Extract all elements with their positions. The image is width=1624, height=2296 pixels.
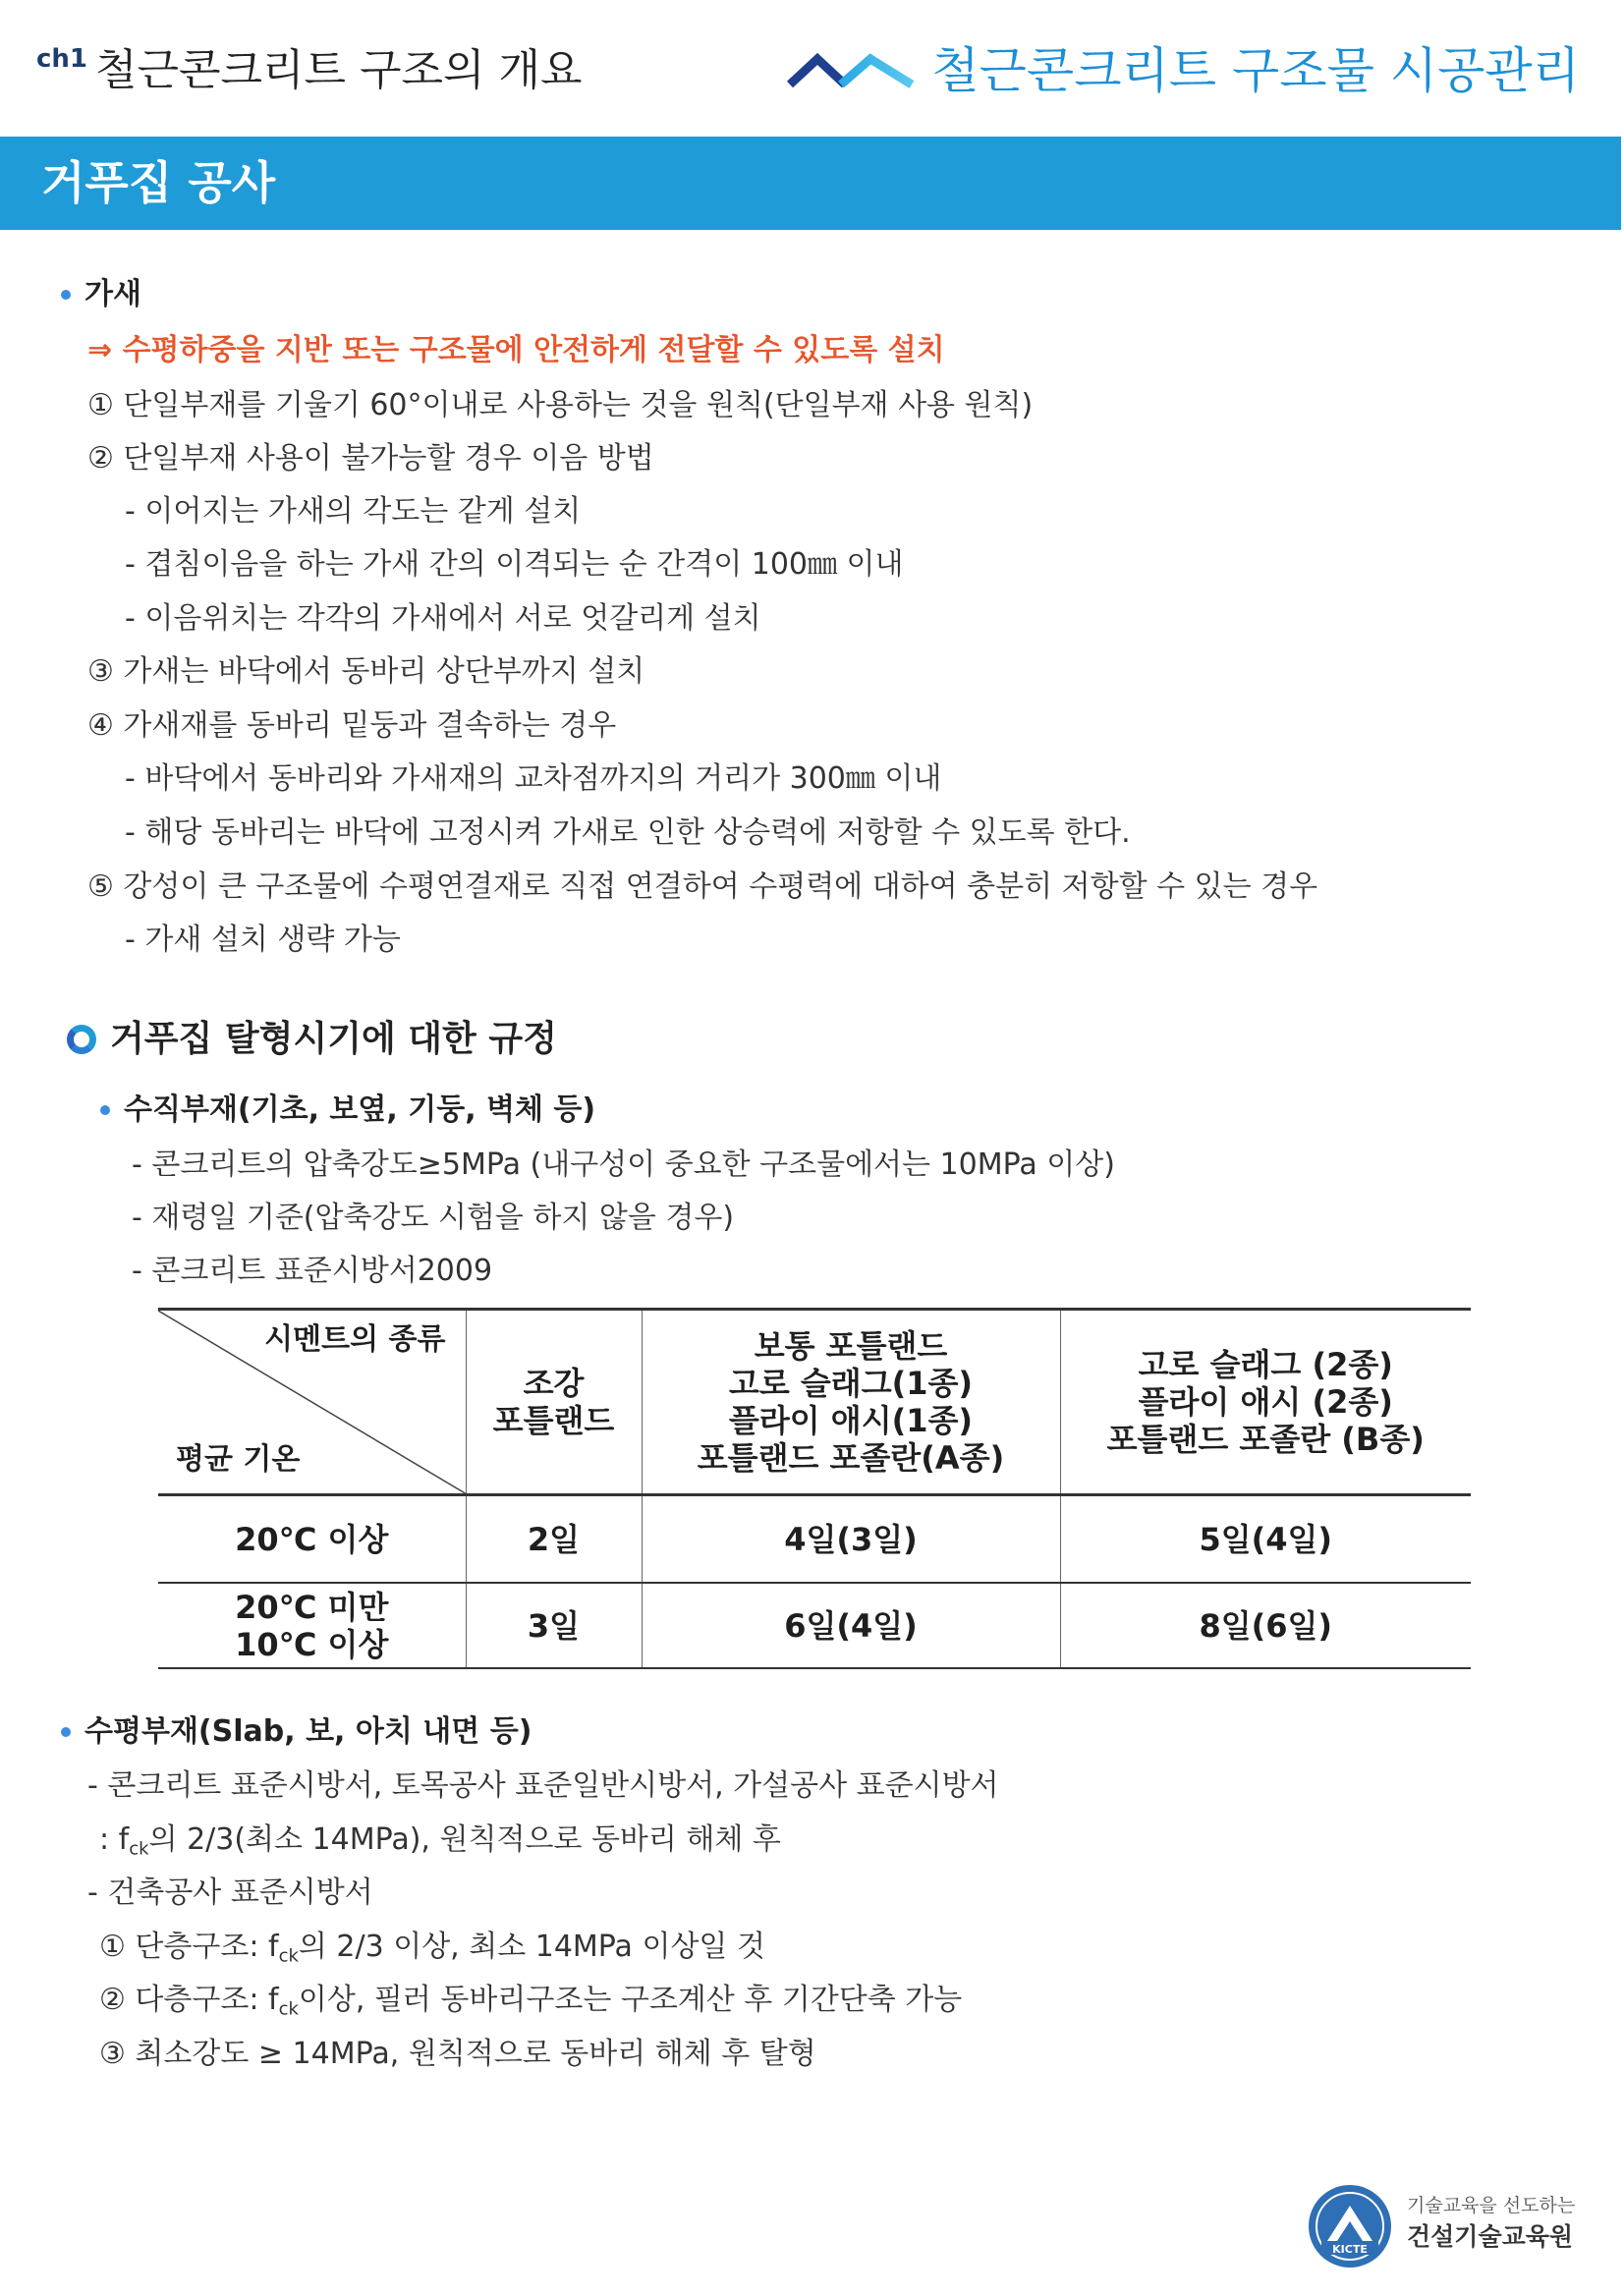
- column-header-line: 포틀랜드 포졸란(A종): [697, 1439, 1005, 1477]
- table-header-row: [158, 1310, 1471, 1495]
- table-cell: 2일: [466, 1495, 642, 1584]
- column-header: [466, 1310, 642, 1495]
- column-header-line: 포틀랜드: [492, 1402, 615, 1439]
- column-header-line: 보통 포틀랜드: [754, 1327, 948, 1365]
- column-header: [642, 1310, 1060, 1495]
- column-header-line: 조강: [523, 1365, 585, 1402]
- horizontal-members-line: - 건축공사 표준시방서: [87, 1876, 373, 1910]
- footer-tagline: 기술교육을 선도하는: [1407, 2195, 1576, 2216]
- avg-temperature-label: 평균 기온: [176, 1442, 301, 1477]
- bracing-item: ③ 가새는 바닥에서 동바리 상단부까지 설치: [87, 654, 645, 689]
- column-header-line: 포틀랜드 포졸란 (B종): [1106, 1421, 1425, 1458]
- vertical-members-heading: 수직부재(기초, 보옆, 기둥, 벽체 등): [124, 1092, 596, 1127]
- line-text: ① 단층구조: f: [99, 1930, 279, 1964]
- bracing-item: ④ 가새재를 동바리 밑둥과 결속하는 경우: [87, 708, 617, 743]
- table-row: [158, 1583, 1471, 1668]
- vertical-members-line: - 콘크리트의 압축강도≥5MPa (내구성이 중요한 구조물에서는 10MPa 이상): [132, 1148, 1115, 1182]
- table-cell: 4일(3일): [642, 1495, 1060, 1584]
- vertical-members-line: - 콘크리트 표준시방서2009: [132, 1254, 493, 1288]
- kicte-emblem-icon: [1308, 2184, 1392, 2268]
- course-title: 철근콘크리트 구조물 시공관리: [931, 42, 1580, 99]
- table-cell: 6일(4일): [642, 1583, 1060, 1668]
- wave-chevron-logo-icon: [786, 51, 918, 90]
- subscript-text: ck: [278, 1945, 299, 1967]
- line-text: 이상, 필러 동바리구조는 구조계산 후 기간단축 가능: [298, 1983, 963, 2017]
- table-cell: 5일(4일): [1060, 1495, 1471, 1584]
- bracing-subitem: - 해당 동바리는 바닥에 고정시켜 가새로 인한 상승력에 저항할 수 있도록 한다.: [125, 815, 1131, 850]
- bullet-icon: [100, 1105, 110, 1115]
- temperature-text: 20℃ 이상: [235, 1520, 389, 1558]
- temperature-text: 10℃ 이상: [235, 1625, 389, 1663]
- bracing-subitem: - 가새 설치 생략 가능: [125, 923, 401, 957]
- line-text: : f: [99, 1822, 130, 1857]
- horizontal-members-line: [99, 1926, 765, 1969]
- column-header: [1060, 1310, 1471, 1495]
- horizontal-members-heading: 수평부재(Slab, 보, 아치 내면 등): [84, 1714, 532, 1749]
- bracing-item: ⑤ 강성이 큰 구조물에 수평연결재로 직접 연결하여 수평력에 대하여 충분히 저항할 수 있는 경우: [87, 869, 1318, 904]
- table-cell: 3일: [466, 1583, 642, 1668]
- bracing-subitem: - 바닥에서 동바리와 가새재의 교차점까지의 거리가 300㎜ 이내: [125, 761, 942, 796]
- bracing-item: ② 단일부재 사용이 불가능할 경우 이음 방법: [87, 441, 654, 476]
- bracing-subitem: - 이음위치는 각각의 가새에서 서로 엇갈리게 설치: [125, 601, 761, 636]
- line-text: 의 2/3(최소 14MPa), 원칙적으로 동바리 해체 후: [148, 1822, 781, 1857]
- temperature-cell: [158, 1495, 466, 1584]
- horizontal-members-line: [99, 1979, 962, 2022]
- column-header-line: 플라이 애시(1종): [728, 1402, 974, 1439]
- section-title: 거푸집 탈형시기에 대한 규정: [110, 1019, 557, 1059]
- bracing-subitem: - 겹침이음을 하는 가새 간의 이격되는 순 간격이 100㎜ 이내: [125, 547, 904, 582]
- column-header-line: 플라이 애시 (2종): [1138, 1383, 1393, 1421]
- table-corner-cell: [158, 1310, 466, 1495]
- column-header-line: 고로 슬래그(1종): [728, 1365, 974, 1402]
- bracing-subitem: - 이어지는 가새의 각도는 같게 설치: [125, 494, 582, 529]
- footer-org-name: 건설기술교육원: [1407, 2222, 1574, 2251]
- subscript-text: ck: [129, 1838, 149, 1860]
- line-text: 의 2/3 이상, 최소 14MPa 이상일 것: [298, 1930, 765, 1964]
- subscript-text: ck: [278, 1998, 299, 2020]
- bracing-heading: 가새: [84, 277, 141, 311]
- vertical-members-line: - 재령일 기준(압축강도 시험을 하지 않을 경우): [132, 1201, 735, 1235]
- chapter-number: ch1: [36, 44, 88, 74]
- course-header: [786, 39, 1580, 102]
- table-row: [158, 1495, 1471, 1584]
- horizontal-members-line: ③ 최소강도 ≥ 14MPa, 원칙적으로 동바리 해체 후 탈형: [99, 2037, 816, 2071]
- chapter-title: 철근콘크리트 구조의 개요: [95, 45, 583, 95]
- bracing-summary: ⇒ 수평하중을 지반 또는 구조물에 안전하게 전달할 수 있도록 설치: [87, 333, 945, 367]
- line-text: ② 다층구조: f: [99, 1983, 279, 2017]
- section-banner: [0, 137, 1621, 230]
- cement-type-label: 시멘트의 종류: [264, 1322, 446, 1357]
- banner-title: 거푸집 공사: [41, 156, 276, 209]
- horizontal-members-line: - 콘크리트 표준시방서, 토목공사 표준일반시방서, 가설공사 표준시방서: [87, 1768, 999, 1803]
- table-cell: 8일(6일): [1060, 1583, 1471, 1668]
- column-header-line: 고로 슬래그 (2종): [1138, 1346, 1393, 1383]
- horizontal-members-line: [99, 1819, 781, 1862]
- temperature-text: 20℃ 미만: [235, 1588, 389, 1626]
- emblem-text: KICTE: [1332, 2243, 1368, 2256]
- bracing-item: ① 단일부재를 기울기 60°이내로 사용하는 것을 원칙(단일부재 사용 원칙): [87, 388, 1034, 422]
- temperature-cell: [158, 1583, 466, 1668]
- bullet-icon: [61, 290, 71, 300]
- bullet-icon: [61, 1727, 71, 1737]
- formwork-removal-table: [158, 1308, 1471, 1669]
- section-ring-icon: [67, 1025, 96, 1054]
